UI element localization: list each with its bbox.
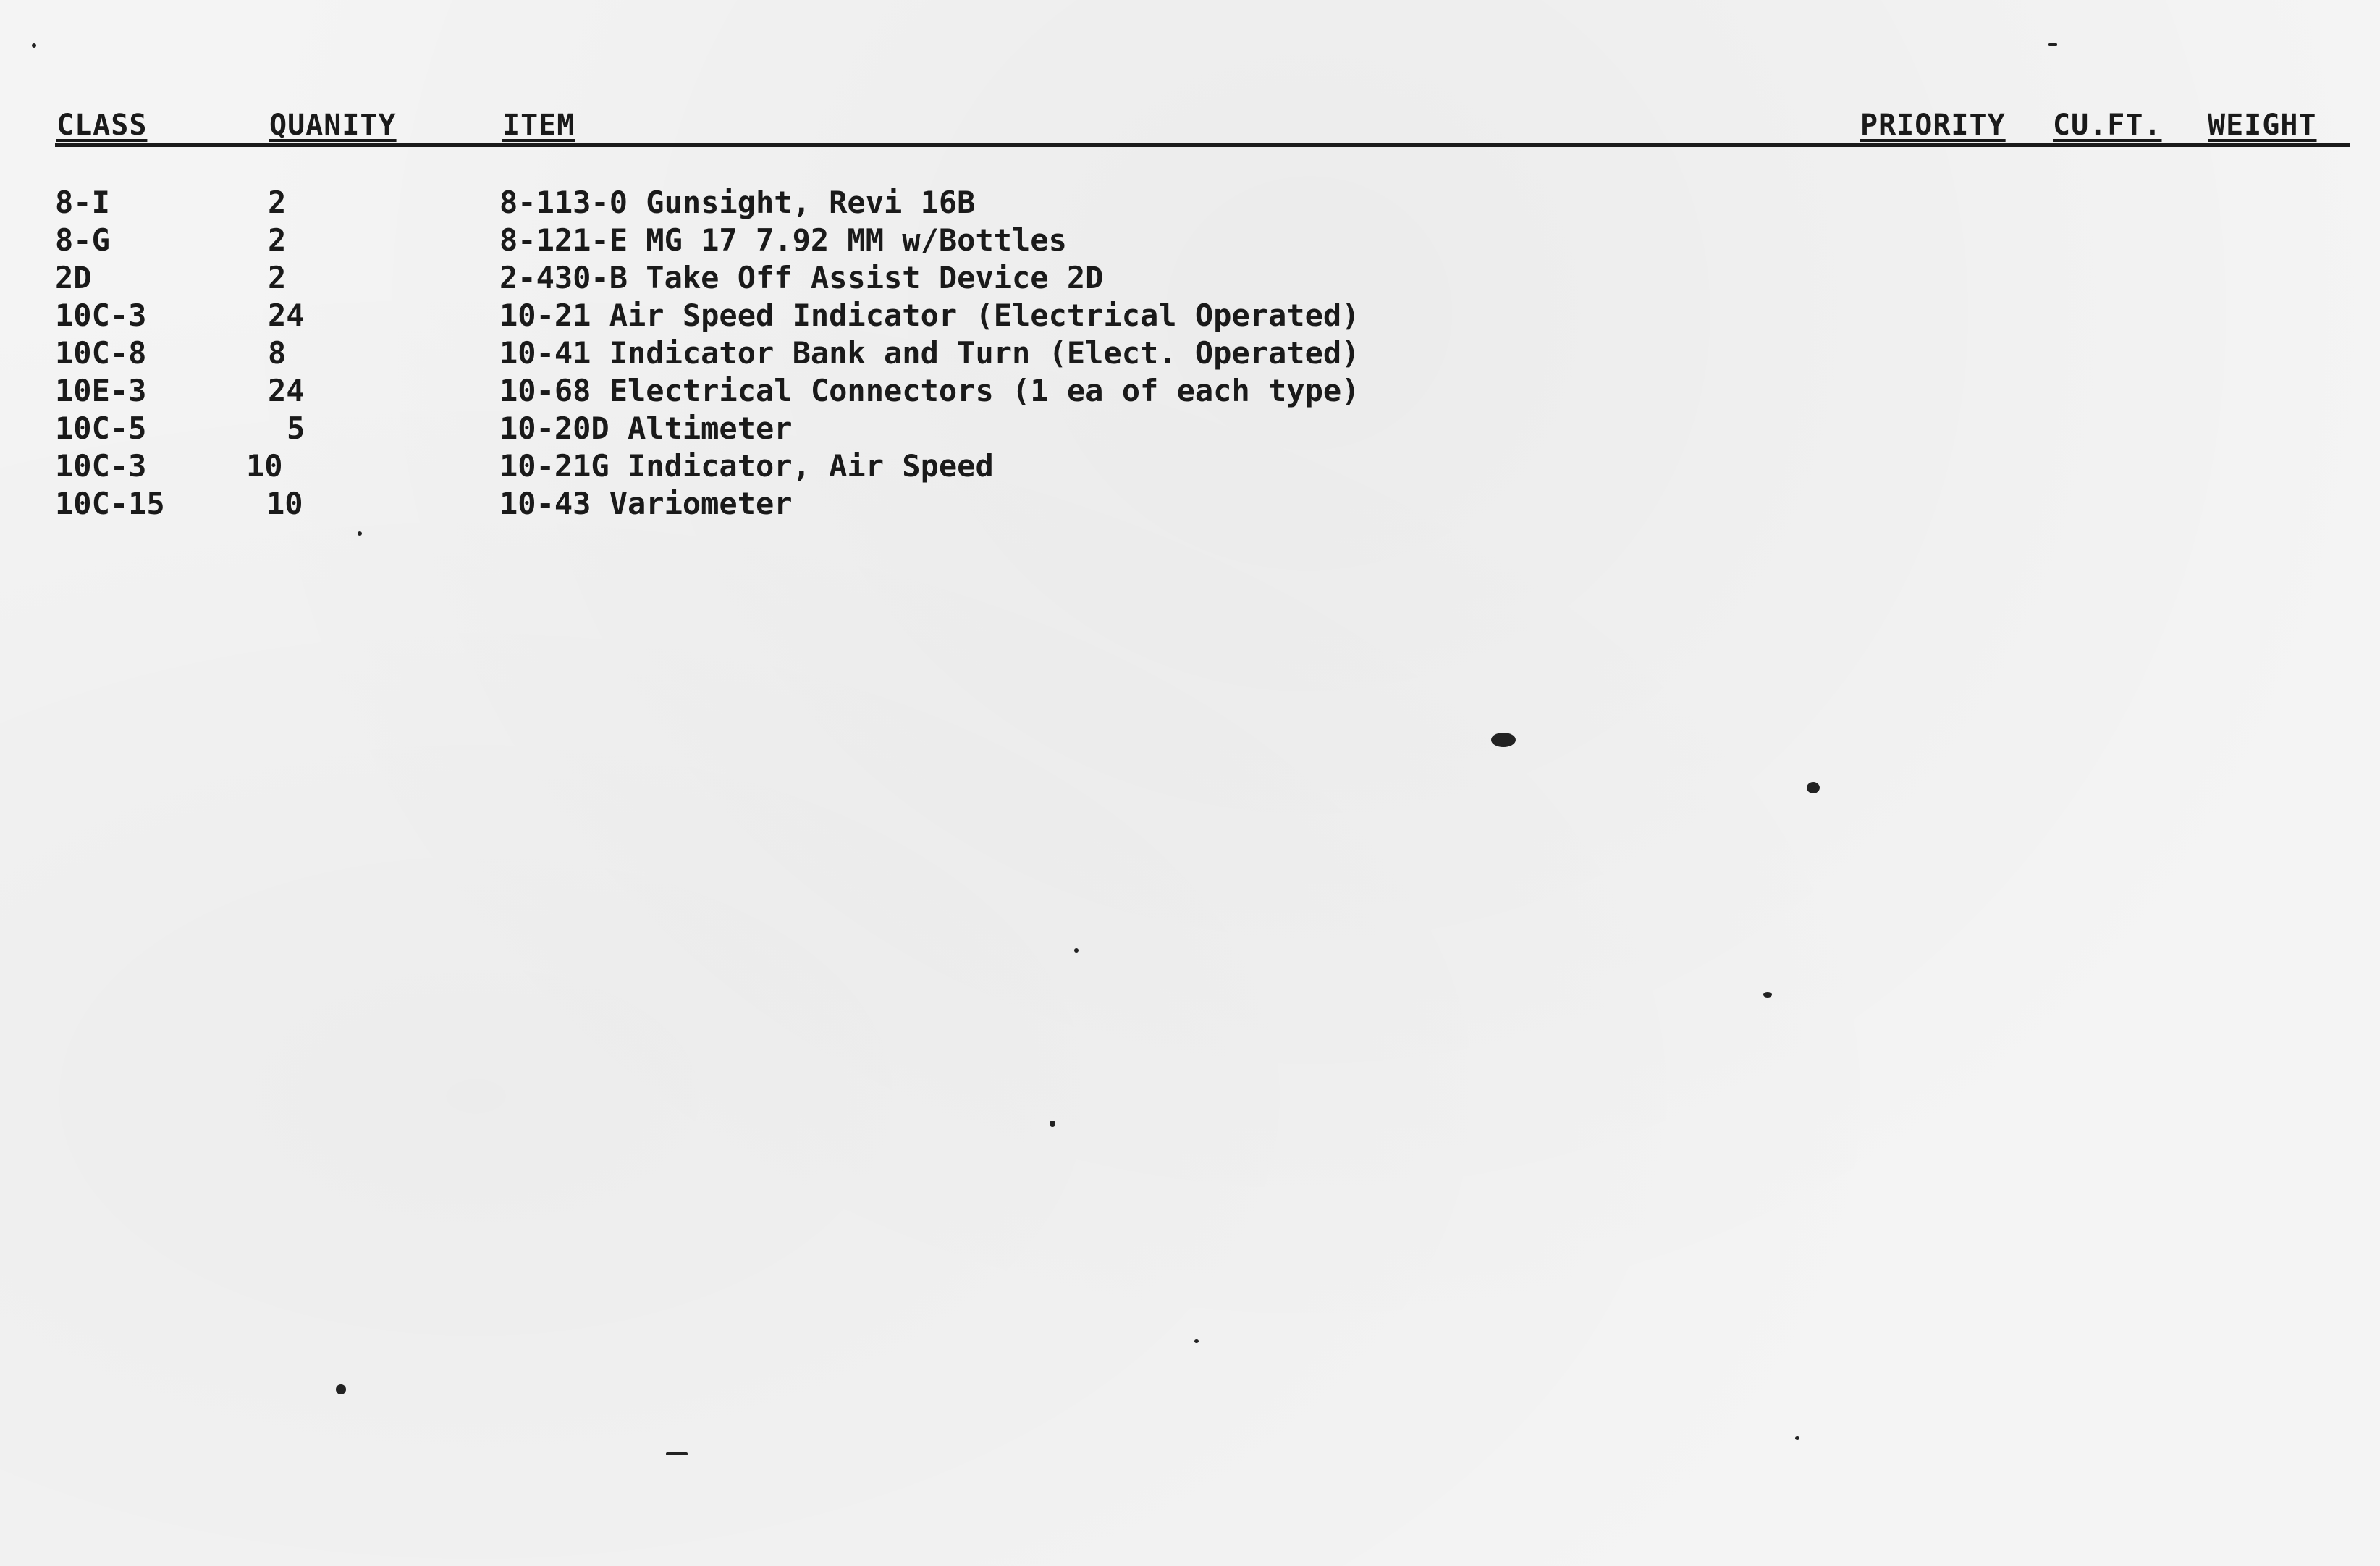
table-row	[0, 372, 2380, 410]
header-weight: WEIGHT	[2208, 109, 2317, 142]
header-rule	[55, 143, 2350, 147]
header-priority: PRIORITY	[1860, 109, 2006, 142]
scan-speck	[2048, 43, 2057, 46]
scan-speck	[666, 1452, 688, 1455]
cell-class: 8-I	[55, 185, 110, 220]
cell-class: 10C-15	[55, 486, 165, 521]
scan-speck	[1074, 948, 1079, 953]
scan-speck	[336, 1384, 346, 1394]
table-row	[0, 485, 2380, 523]
scan-speck	[1763, 992, 1772, 998]
scan-speck	[358, 531, 362, 536]
table-row	[0, 447, 2380, 485]
cell-class: 10C-5	[55, 411, 147, 446]
cell-item: 10-20D Altimeter	[499, 411, 793, 446]
cell-quantity: 10	[266, 486, 303, 521]
cell-item: 10-41 Indicator Bank and Turn (Elect. Operated)	[499, 335, 1360, 371]
cell-quantity: 2	[268, 222, 287, 258]
cell-item: 8-121-E MG 17 7.92 MM w/Bottles	[499, 222, 1067, 258]
table-row	[0, 259, 2380, 297]
cell-class: 2D	[55, 260, 92, 295]
cell-class: 10C-3	[55, 298, 147, 333]
table-row	[0, 222, 2380, 259]
scan-speck	[1807, 782, 1820, 793]
scan-speck	[1491, 733, 1516, 747]
cell-item: 2-430-B Take Off Assist Device 2D	[499, 260, 1104, 295]
cell-class: 10C-8	[55, 335, 147, 371]
scan-speck	[1050, 1121, 1055, 1127]
cell-quantity: 24	[268, 373, 305, 408]
table-row	[0, 297, 2380, 334]
cell-item: 10-21G Indicator, Air Speed	[499, 448, 994, 484]
cell-quantity: 2	[268, 185, 287, 220]
header-item: ITEM	[502, 109, 575, 142]
cell-item: 10-21 Air Speed Indicator (Electrical Operated)	[499, 298, 1360, 333]
cell-quantity: 8	[268, 335, 287, 371]
cell-class: 10E-3	[55, 373, 147, 408]
cell-item: 8-113-0 Gunsight, Revi 16B	[499, 185, 976, 220]
table-body	[0, 184, 2380, 523]
cell-class: 8-G	[55, 222, 110, 258]
scan-speck	[1194, 1339, 1199, 1343]
cell-quantity: 2	[268, 260, 287, 295]
scan-speck	[32, 43, 36, 48]
cell-item: 10-68 Electrical Connectors (1 ea of each type)	[499, 373, 1360, 408]
cell-item: 10-43 Variometer	[499, 486, 793, 521]
header-quantity: QUANITY	[269, 109, 397, 142]
cell-class: 10C-3	[55, 448, 147, 484]
table-row	[0, 334, 2380, 372]
table-row	[0, 410, 2380, 447]
header-class: CLASS	[56, 109, 148, 142]
cell-quantity: 5	[287, 411, 305, 446]
header-cuft: CU.FT.	[2053, 109, 2162, 142]
cell-quantity: 10	[246, 448, 283, 484]
cell-quantity: 24	[268, 298, 305, 333]
table-row	[0, 184, 2380, 222]
scan-speck	[1795, 1436, 1799, 1440]
